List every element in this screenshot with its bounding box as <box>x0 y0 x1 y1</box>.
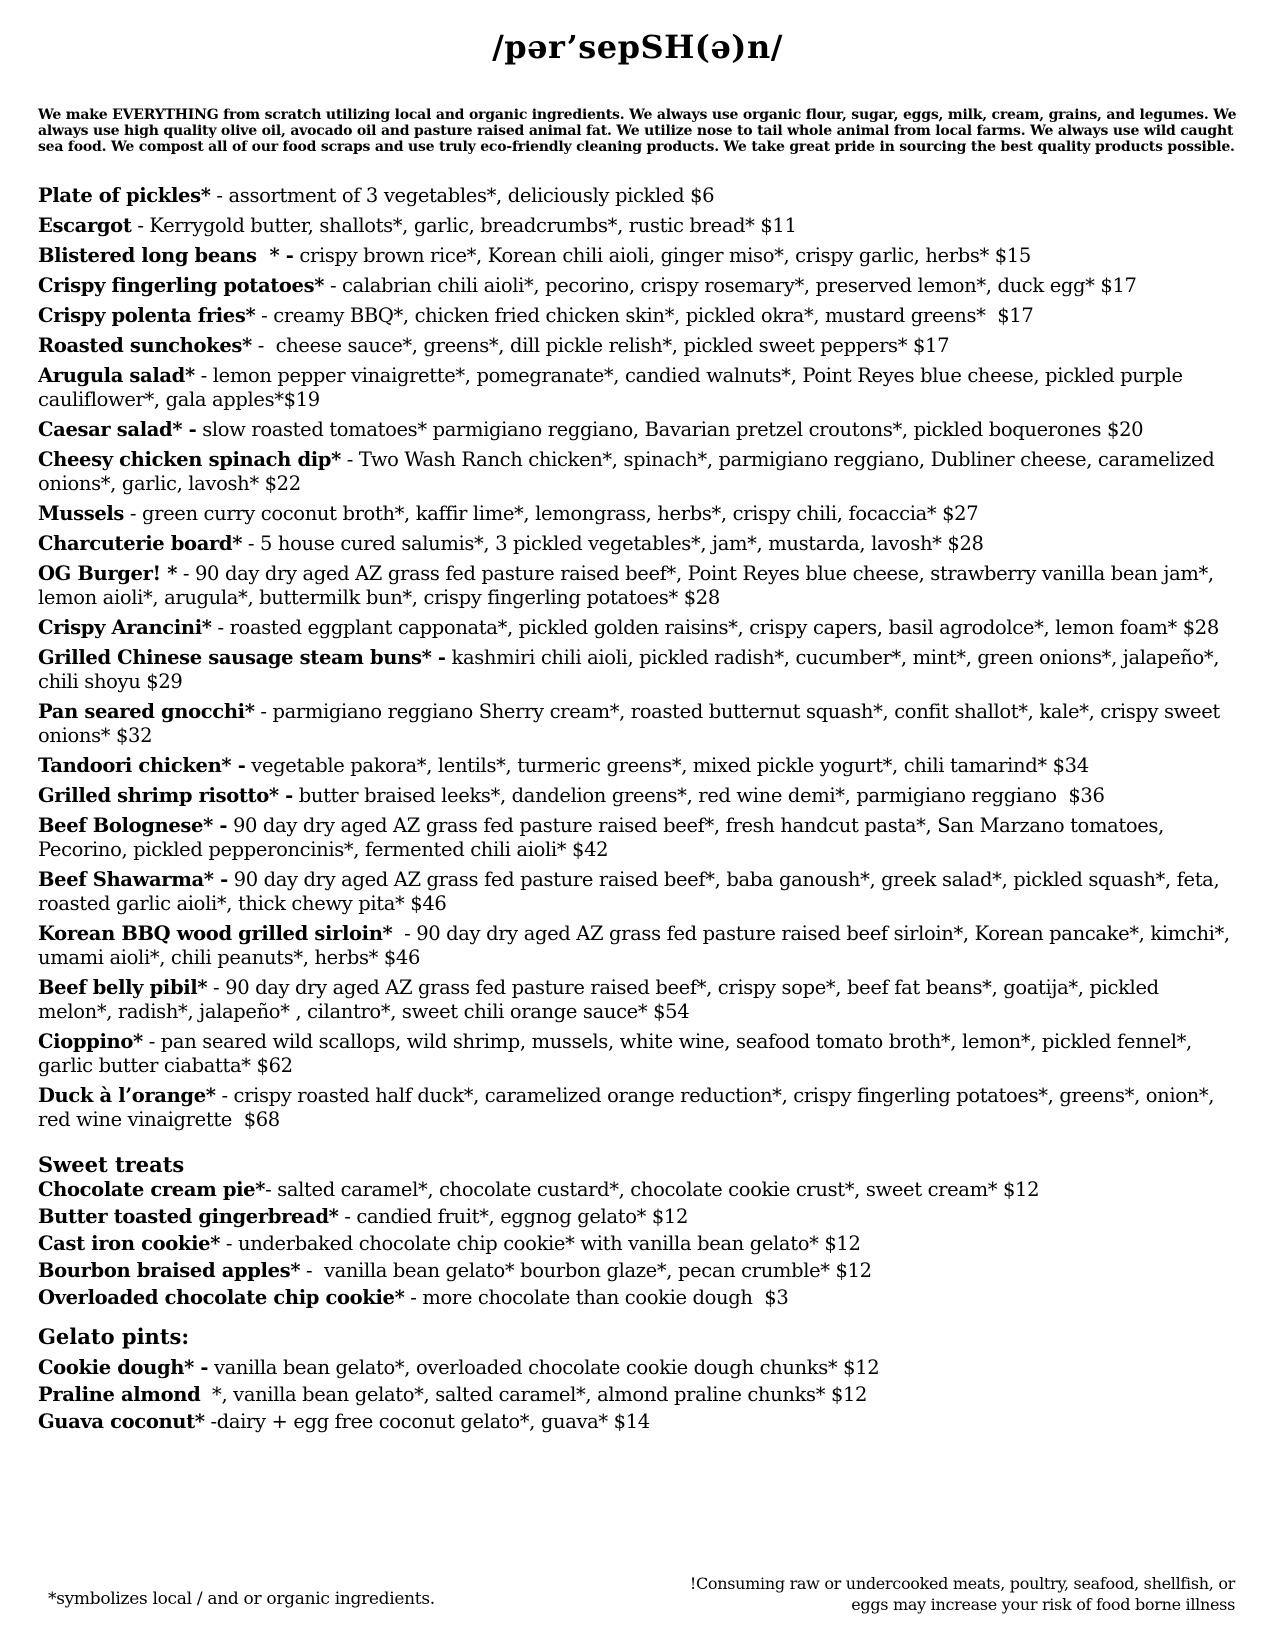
menu-item-description: crispy brown rice*, Korean chili aioli, ginger miso*, crispy garlic, herbs* $15 <box>293 244 1031 267</box>
menu-item-mark: * <box>232 532 243 555</box>
menu-item <box>38 1410 1238 1434</box>
menu-item-mark: * - <box>184 1356 209 1379</box>
menu-item-description: - 90 day dry aged AZ grass fed pasture raised beef*, Point Reyes blue cheese, strawberry vanilla bean jam*, lemon aioli*, arugula*, buttermilk bun*, crispy fingerling potatoes* $28 <box>38 562 1220 609</box>
menu-item <box>38 922 1238 970</box>
menu-item-mark: * <box>160 562 178 585</box>
raw-food-warning: !Consuming raw or undercooked meats, poultry, seafood, shellfish, or eggs may increase your risk of food borne illness <box>689 1574 1235 1614</box>
menu-item-mark: * <box>201 616 212 639</box>
menu-item-name: Caesar salad <box>38 418 173 441</box>
menu-item-description: - green curry coconut broth*, kaffir lime*, lemongrass, herbs*, crispy chili, focaccia* $27 <box>124 502 979 525</box>
menu-item-name: Chocolate cream pie <box>38 1178 256 1201</box>
menu-item-description: - calabrian chili aioli*, pecorino, crispy rosemary*, preserved lemon*, duck egg* $17 <box>324 274 1137 297</box>
menu-item-mark: * - <box>203 868 228 891</box>
menu-item-description: - 5 house cured salumis*, 3 pickled vegetables*, jam*, mustarda, lavosh* $28 <box>242 532 984 555</box>
menu-item-mark: * <box>331 448 341 471</box>
menu-item-name: Butter toasted gingerbread <box>38 1205 329 1228</box>
menu-item-mark: * <box>242 334 252 357</box>
menu-item-description: - cheese sauce*, greens*, dill pickle relish*, pickled sweet peppers* $17 <box>251 334 950 357</box>
sweet-treats-list <box>38 1178 1238 1310</box>
gelato-pints-heading: Gelato pints: <box>38 1324 190 1349</box>
menu-item-description: -dairy + egg free coconut gelato*, guava* $14 <box>204 1410 650 1433</box>
menu-item-name: Bourbon braised apples <box>38 1259 291 1282</box>
menu-item <box>38 274 1238 298</box>
menu-item-description: - 90 day dry aged AZ grass fed pasture raised beef*, crispy sope*, beef fat beans*, goatija*, pickled melon*, radish*, jalapeño* , cilantro*, sweet chili orange sauce* $54 <box>38 976 1165 1023</box>
menu-item-mark: * - <box>221 754 246 777</box>
menu-item-description: - salted caramel*, chocolate custard*, chocolate cookie crust*, sweet cream* $12 <box>265 1178 1040 1201</box>
menu-item-mark: * <box>210 1232 221 1255</box>
menu-item-description: 90 day dry aged AZ grass fed pasture raised beef*, baba ganoush*, greek salad*, pickled squash*, feta, roasted garlic aioli*, thick chewy pita* $46 <box>38 868 1226 915</box>
menu-item-name: Crispy Arancini <box>38 616 202 639</box>
menu-item-description: vegetable pakora*, lentils*, turmeric greens*, mixed pickle yogurt*, chili tamarind* $34 <box>245 754 1089 777</box>
menu-item-name: Guava coconut <box>38 1410 195 1433</box>
menu-item-name: Escargot <box>38 214 132 237</box>
organic-footnote: *symbolizes local / and or organic ingredients. <box>48 1589 435 1609</box>
menu-item-mark: * <box>394 1286 405 1309</box>
menu-item-mark: * <box>205 1084 216 1107</box>
menu-item-name: Plate of pickles <box>38 184 201 207</box>
menu-item <box>38 1030 1238 1078</box>
page-title: /pər’sepSH(ə)n/ <box>492 28 783 66</box>
menu-item <box>38 448 1238 496</box>
menu-item-name: Roasted sunchokes <box>38 334 242 357</box>
menu-item-description: - parmigiano reggiano Sherry cream*, roasted butternut squash*, confit shallot*, kale*, crispy sweet onions* $32 <box>38 700 1226 747</box>
menu-item-mark: * - <box>421 646 446 669</box>
menu-item-name: Pan seared gnocchi <box>38 700 245 723</box>
menu-item <box>38 754 1238 778</box>
menu-item-description: - roasted eggplant capponata*, pickled golden raisins*, crispy capers, basil agrodolce*, lemon foam* $28 <box>211 616 1219 639</box>
menu-item-name: Tandoori chicken <box>38 754 222 777</box>
menu-item <box>38 244 1238 268</box>
menu-item-mark: * <box>314 274 325 297</box>
menu-item-mark: * <box>255 1178 266 1201</box>
menu-item-name: Beef belly pibil <box>38 976 198 999</box>
menu-item-description: vanilla bean gelato*, overloaded chocolate cookie dough chunks* $12 <box>208 1356 880 1379</box>
menu-item <box>38 214 1238 238</box>
menu-item-description: - underbaked chocolate chip cookie* with vanilla bean gelato* $12 <box>220 1232 861 1255</box>
menu-item <box>38 1178 1238 1202</box>
menu-item-name: Grilled shrimp risotto <box>38 784 269 807</box>
intro-paragraph: We make EVERYTHING from scratch utilizing local and organic ingredients. We always use organic flour, sugar, eggs, milk, cream, grains, and legumes. We always use high quality olive oil, avocado oil and pasture raised animal fat. We utilize nose to tail whole animal from local farms. We always use wild caught sea food. We compost all of our food scraps and use truly eco-friendly cleaning products. We take great pride in sourcing the best quality products possible. <box>38 107 1237 155</box>
gelato-pints-list <box>38 1356 1238 1434</box>
menu-item-mark: * - <box>268 784 293 807</box>
menu-item <box>38 616 1238 640</box>
menu-item <box>38 532 1238 556</box>
menu-item <box>38 814 1238 862</box>
menu-item-mark: * <box>184 364 195 387</box>
menu-item-description: - candied fruit*, eggnog gelato* $12 <box>338 1205 689 1228</box>
menu-item-mark: * <box>382 922 393 945</box>
menu-item-description: - pan seared wild scallops, wild shrimp, mussels, white wine, seafood tomato broth*, lemon*, pickled fennel*, garlic butter ciabatta* $62 <box>38 1030 1198 1077</box>
menu-item-mark: * <box>245 304 256 327</box>
menu-item-mark: * - <box>203 814 228 837</box>
menu-item <box>38 334 1238 358</box>
menu-item-name: Charcuterie board <box>38 532 233 555</box>
menu-item <box>38 304 1238 328</box>
menu-item-name: Cast iron cookie <box>38 1232 211 1255</box>
menu-item-name: Arugula salad <box>38 364 185 387</box>
menu-item <box>38 418 1238 442</box>
menu-item-description: - Two Wash Ranch chicken*, spinach*, parmigiano reggiano, Dubliner cheese, caramelized onions*, garlic, lavosh* $22 <box>38 448 1221 495</box>
menu-item-description: - 90 day dry aged AZ grass fed pasture raised beef sirloin*, Korean pancake*, kimchi*, umami aioli*, chili peanuts*, herbs* $46 <box>38 922 1236 969</box>
menu-item-description: butter braised leeks*, dandelion greens*, red wine demi*, parmigiano reggiano $36 <box>292 784 1105 807</box>
menu-item-description: - more chocolate than cookie dough $3 <box>404 1286 789 1309</box>
menu-item <box>38 1383 1238 1407</box>
menu-item-name: Crispy polenta fries <box>38 304 246 327</box>
menu-item <box>38 1232 1238 1256</box>
menu-item <box>38 364 1238 412</box>
menu-item-name: Overloaded chocolate chip cookie <box>38 1286 395 1309</box>
menu-item-name: Korean BBQ wood grilled sirloin <box>38 922 383 945</box>
menu-item-description: kashmiri chili aioli, pickled radish*, cucumber*, mint*, green onions*, jalapeño*, chili shoyu $29 <box>38 646 1225 693</box>
menu-item-description: - assortment of 3 vegetables*, deliciously pickled $6 <box>210 184 715 207</box>
menu-item-name: Praline almond <box>38 1383 201 1406</box>
menu-item-description: - crispy roasted half duck*, caramelized orange reduction*, crispy fingerling potatoes*, greens*, onion*, red wine vinaigrette $68 <box>38 1084 1226 1131</box>
menu-item <box>38 1259 1238 1283</box>
menu-item-mark: * - <box>256 244 294 267</box>
menu-item-name: OG Burger! <box>38 562 161 585</box>
menu-item-description: 90 day dry aged AZ grass fed pasture raised beef*, fresh handcut pasta*, San Marzano tomatoes, Pecorino, pickled pepperoncinis*, fermented chili aioli* $42 <box>38 814 1170 861</box>
menu-item <box>38 976 1238 1024</box>
menu-item-description: - vanilla bean gelato* bourbon glaze*, pecan crumble* $12 <box>300 1259 872 1282</box>
menu-item-name: Beef Shawarma <box>38 868 204 891</box>
menu-item <box>38 700 1238 748</box>
menu-body <box>38 184 1238 1437</box>
menu-item-name: Mussels <box>38 502 125 525</box>
menu-item-mark: * <box>290 1259 301 1282</box>
menu-item <box>38 184 1238 208</box>
menu-item-name: Cheesy chicken spinach dip <box>38 448 332 471</box>
menu-item <box>38 562 1238 610</box>
menu-item-description: - Kerrygold butter, shallots*, garlic, breadcrumbs*, rustic bread* $11 <box>131 214 797 237</box>
menu-item-mark: * <box>200 184 211 207</box>
menu-item-name: Duck à l’orange <box>38 1084 206 1107</box>
menu-item-mark: * <box>194 1410 205 1433</box>
menu-item-mark: * <box>244 700 255 723</box>
menu-item-description: - lemon pepper vinaigrette*, pomegranate*, candied walnuts*, Point Reyes blue cheese, pickled purple cauliflower*, gala apples*$19 <box>38 364 1189 411</box>
menu-item <box>38 1356 1238 1380</box>
menu-item <box>38 1084 1238 1132</box>
menu-item <box>38 502 1238 526</box>
menu-item-name: Blistered long beans <box>38 244 257 267</box>
menu-item-name: Cioppino <box>38 1030 133 1053</box>
menu-item <box>38 1286 1238 1310</box>
menu-item-mark: * <box>133 1030 143 1053</box>
menu-item-name: Beef Bolognese <box>38 814 204 837</box>
menu-item-mark: * <box>328 1205 339 1228</box>
menu-item <box>38 868 1238 916</box>
menu-item-name: Crispy fingerling potatoes <box>38 274 315 297</box>
sweet-treats-heading: Sweet treats <box>38 1152 185 1177</box>
menu-item-name: Grilled Chinese sausage steam buns <box>38 646 422 669</box>
menu-item-description: slow roasted tomatoes* parmigiano reggiano, Bavarian pretzel croutons*, pickled boquerones $20 <box>196 418 1144 441</box>
menu-item <box>38 784 1238 808</box>
menu-item-name: Cookie dough <box>38 1356 185 1379</box>
menu-item-description: *, vanilla bean gelato*, salted caramel*, almond praline chunks* $12 <box>200 1383 868 1406</box>
menu-item-description: - creamy BBQ*, chicken fried chicken skin*, pickled okra*, mustard greens* $17 <box>255 304 1034 327</box>
menu-item-mark: * - <box>172 418 197 441</box>
main-menu-list <box>38 184 1238 1132</box>
menu-item-mark: * <box>197 976 208 999</box>
menu-item <box>38 646 1238 694</box>
menu-item <box>38 1205 1238 1229</box>
